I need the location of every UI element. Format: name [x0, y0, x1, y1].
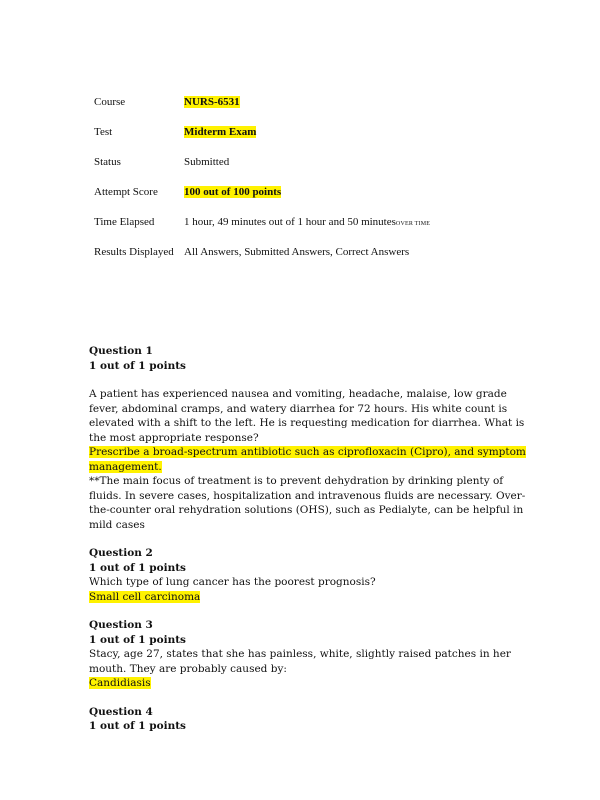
question-title: Question 3 [89, 619, 153, 631]
question-1 [89, 344, 529, 532]
spacer [89, 604, 529, 618]
summary-row-status [94, 156, 574, 186]
question-answer: Candidiasis [89, 677, 151, 689]
question-title: Question 4 [89, 705, 153, 718]
question-points: 1 out of 1 points [89, 720, 186, 732]
question-text: A patient has experienced nausea and vomiting, headache, malaise, low grade fever, abdominal cramps, and watery diarrhea for 72 hours. His white count is elevated with a shift to the left. He is requesting medication for diarrhea. What is the most appropriate response? [89, 388, 525, 444]
results-displayed-value: All Answers, Submitted Answers, Correct Answers [184, 246, 410, 258]
question-points: 1 out of 1 points [89, 359, 186, 372]
time-elapsed-text: 1 hour, 49 minutes out of 1 hour and 50 minutes [184, 216, 396, 228]
question-4 [89, 705, 529, 734]
spacer [89, 532, 529, 546]
test-value: Midterm Exam [184, 126, 257, 138]
attempt-score-value: 100 out of 100 points [184, 186, 282, 198]
question-3 [89, 618, 529, 691]
question-text: Stacy, age 27, states that she has painless, white, slightly raised patches in her mouth. They are probably caused by: [89, 648, 511, 675]
attempt-score-label: Attempt Score [94, 186, 158, 198]
time-elapsed-value [184, 216, 430, 228]
course-value: NURS-6531 [184, 96, 240, 108]
summary-row-test [94, 126, 574, 156]
question-2 [89, 546, 529, 604]
over-time-flag: OVER TIME [395, 221, 431, 227]
question-answer: Small cell carcinoma [89, 590, 201, 603]
summary-row-attempt-score [94, 186, 574, 216]
status-value: Submitted [184, 156, 230, 168]
question-text: Which type of lung cancer has the poorest prognosis? [89, 576, 376, 588]
test-label: Test [94, 126, 113, 138]
status-label: Status [94, 156, 121, 168]
course-label: Course [94, 96, 126, 108]
question-note: **The main focus of treatment is to prevent dehydration by drinking plenty of fluids. In severe cases, hospitalization and intravenous fluids are necessary. Over-the-counter oral rehydration solutions (OHS), such as Pedialyte, can be helpful in mild cases [89, 475, 526, 531]
summary-row-course [94, 96, 574, 126]
question-answer: Prescribe a broad-spectrum antibiotic such as ciprofloxacin (Cipro), and symptom management. [89, 446, 526, 473]
summary-row-results-displayed [94, 246, 574, 276]
results-displayed-label: Results Displayed [94, 246, 174, 258]
question-points: 1 out of 1 points [89, 633, 186, 646]
question-title: Question 1 [89, 345, 153, 357]
question-title: Question 2 [89, 547, 153, 559]
questions-list [89, 344, 529, 734]
spacer [89, 691, 529, 705]
time-elapsed-label: Time Elapsed [94, 216, 155, 228]
test-summary [94, 96, 574, 276]
summary-row-time-elapsed [94, 216, 574, 246]
question-points: 1 out of 1 points [89, 561, 186, 574]
